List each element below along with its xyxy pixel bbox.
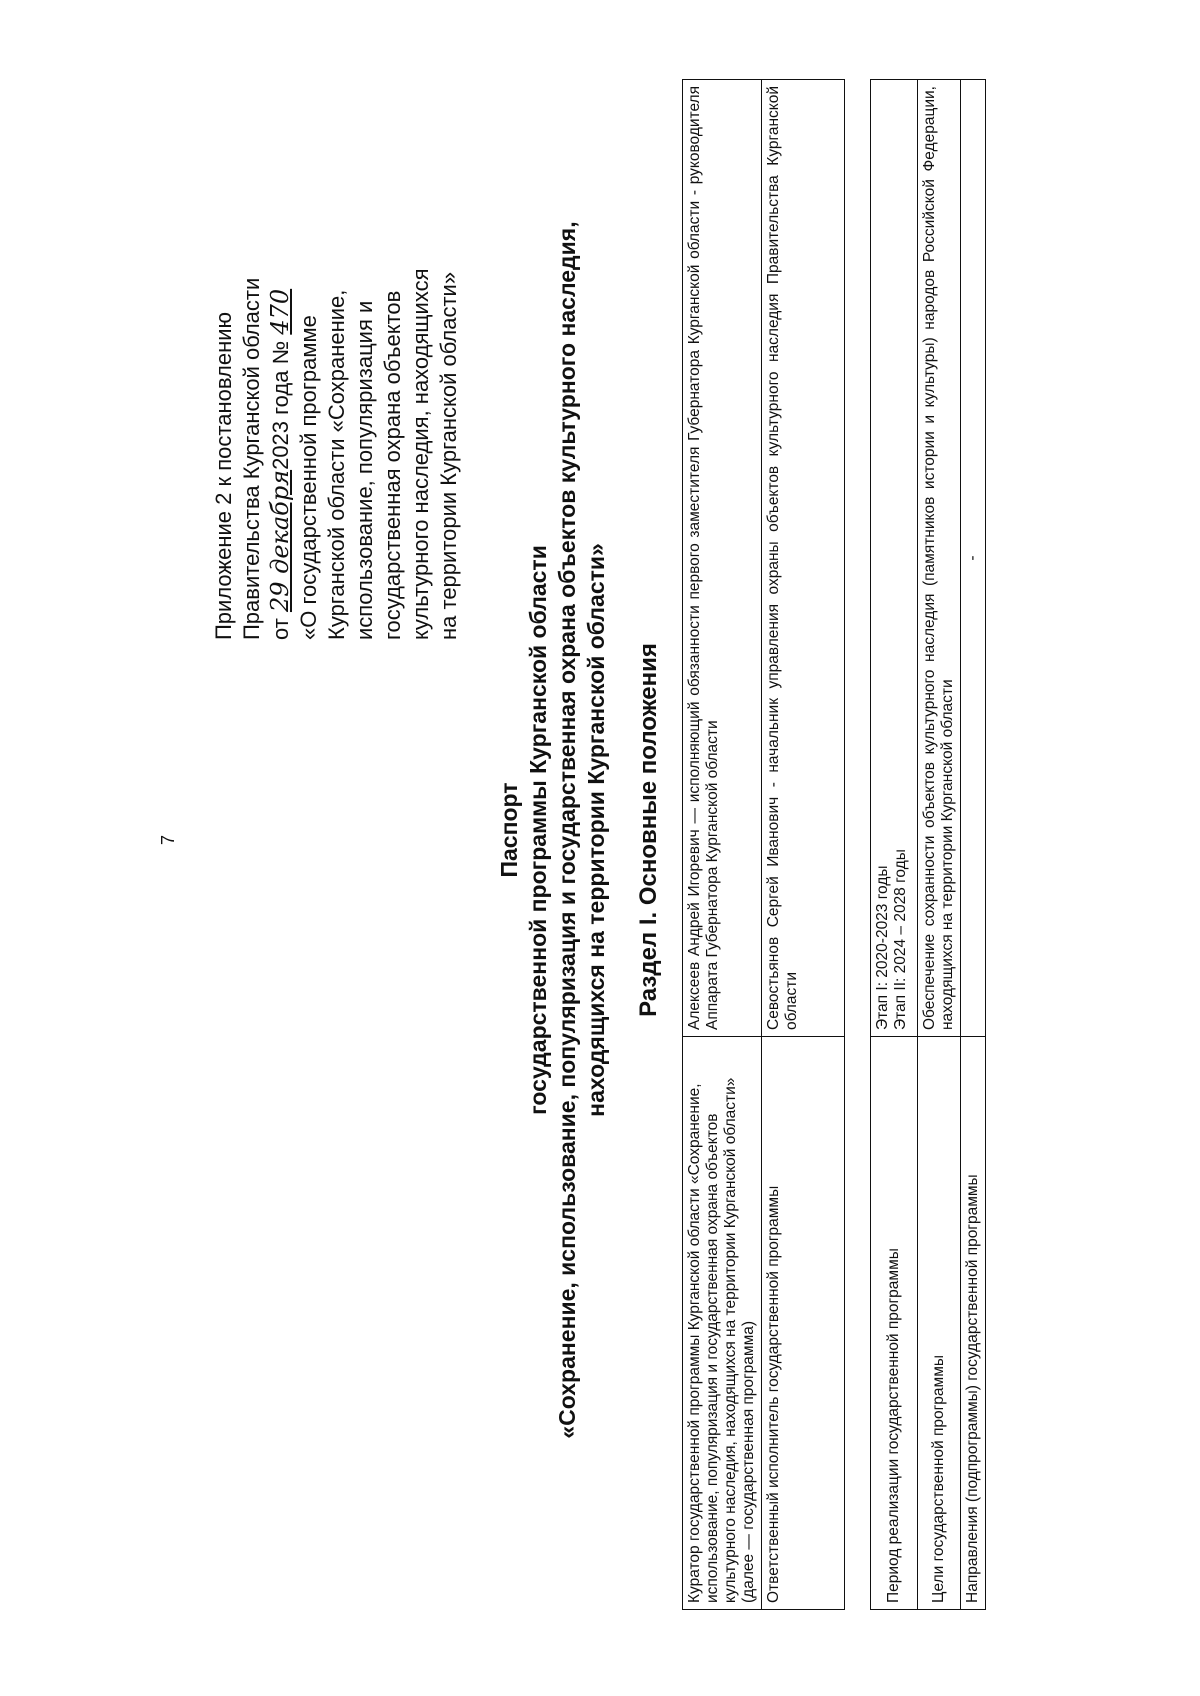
- appendix-line: использование, популяризация и: [352, 300, 377, 640]
- passport-table-main: [682, 79, 845, 1610]
- table-cell-label: Период реализации государственной программы: [871, 1037, 918, 1610]
- appendix-year: 2023 года №: [268, 340, 293, 470]
- appendix-from: от: [268, 618, 293, 640]
- appendix-header: [210, 170, 463, 640]
- title-line: Паспорт: [496, 782, 522, 878]
- table-cell-label: Ответственный исполнитель государственной программы: [762, 1037, 845, 1610]
- table-cell-value: Алексеев Андрей Игоревич — исполняющий обязанности первого заместителя Губернатора Курганской области - руководителя Аппарата Губернатора Курганской области: [683, 80, 762, 1037]
- passport-table-period: [870, 79, 986, 1610]
- handwritten-date: 29 декабря: [266, 469, 294, 613]
- table-cell-value: Севостьянов Сергей Иванович - начальник управления охраны объектов культурного наследия Правительства Курганской области: [762, 80, 845, 1037]
- table-row: [683, 80, 762, 1610]
- stage-line: Этап II: 2024 – 2028 годы: [892, 849, 909, 1030]
- rotated-page: [90, 30, 1100, 1640]
- stage-line: Этап I: 2020-2023 годы: [874, 865, 891, 1030]
- appendix-date-line: [266, 170, 295, 640]
- title-line: государственной программы Курганской области: [525, 545, 551, 1115]
- appendix-line: культурного наследия, находящихся: [408, 268, 433, 640]
- table-cell-label: Цели государственной программы: [918, 1037, 961, 1610]
- table-cell-label: Направления (подпрограммы) государственной программы: [961, 1037, 986, 1610]
- table-row: [918, 80, 961, 1610]
- title-line: «Сохранение, использование, популяризация и государственная охрана объектов культурного наследия,: [554, 221, 580, 1439]
- table-row: [762, 80, 845, 1610]
- appendix-line: на территории Курганской области»: [436, 271, 461, 640]
- handwritten-number: 470: [266, 288, 294, 335]
- table-cell-label: Куратор государственной программы Курганской области «Сохранение, использование, популяризация и государственная охрана объектов культурного наследия, находящихся на территории Курганской области» (далее — государственная программа): [683, 1037, 762, 1610]
- table-cell-value: Обеспечение сохранности объектов культурного наследия (памятников истории и культуры) народов Российской Федерации, находящихся на территории Курганской области: [918, 80, 961, 1037]
- document-title: [495, 80, 611, 1580]
- appendix-line: государственная охрана объектов: [380, 290, 405, 640]
- table-row: [871, 80, 918, 1610]
- appendix-line: Курганской области «Сохранение,: [324, 289, 349, 640]
- table-row: [961, 80, 986, 1610]
- appendix-line: «О государственной программе: [296, 315, 321, 640]
- appendix-line: Правительства Курганской области: [239, 277, 264, 640]
- table-cell-value: [871, 80, 918, 1037]
- title-line: находящихся на территории Курганской области»: [583, 543, 609, 1117]
- table-cell-value: -: [961, 80, 986, 1037]
- page-number: 7: [158, 834, 178, 845]
- appendix-line: Приложение 2 к постановлению: [211, 311, 236, 640]
- section-title: Раздел I. Основные положения: [635, 643, 662, 1017]
